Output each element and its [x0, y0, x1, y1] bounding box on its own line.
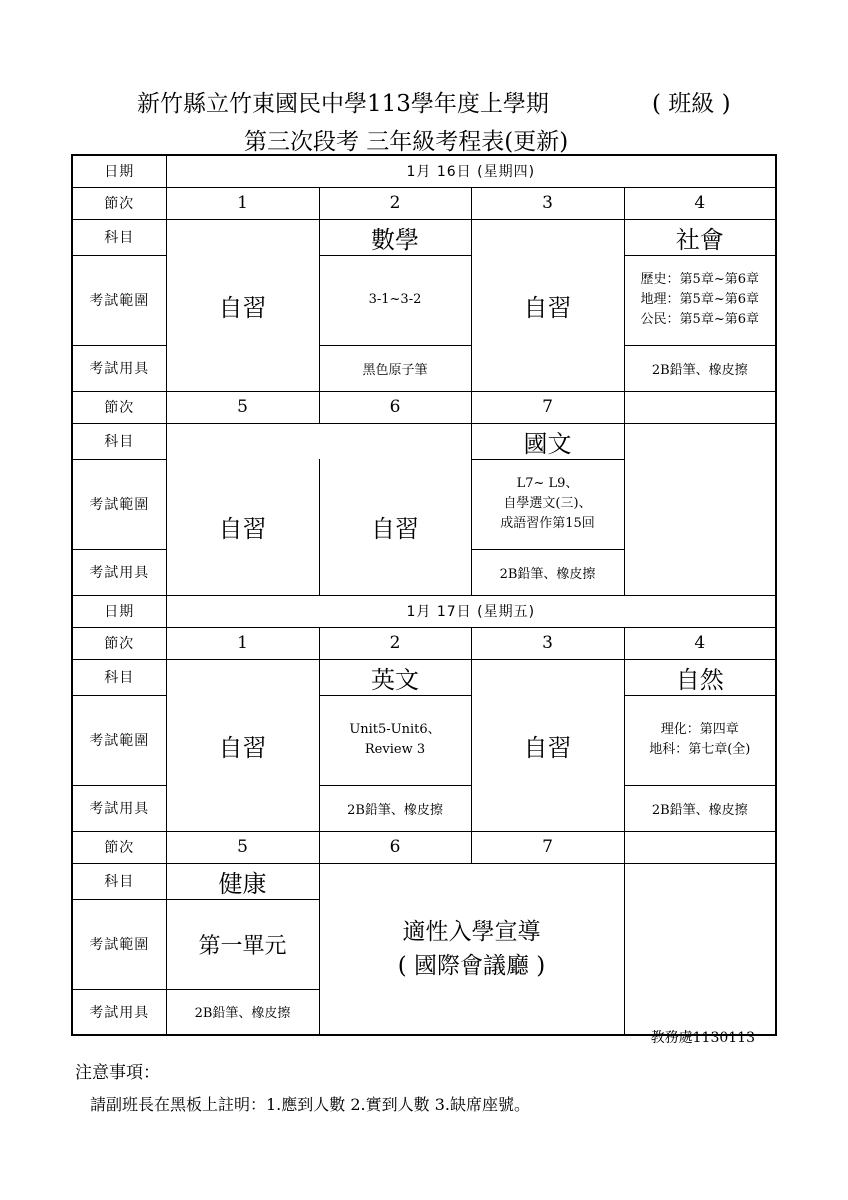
period-number: 5: [166, 831, 319, 863]
date-label: 日期: [72, 155, 166, 187]
day1-p1-self-study: 自習: [166, 219, 319, 391]
day2-p4-tools: 2B鉛筆、橡皮擦: [624, 785, 776, 831]
day1-date-row: [72, 155, 776, 187]
day1-p6-self-study: 自習: [319, 459, 471, 595]
day2-p3-self-study: 自習: [471, 659, 624, 831]
date-label: 日期: [72, 595, 166, 627]
subject-label: 科目: [72, 423, 166, 459]
day2-period-row-a: [72, 627, 776, 659]
day1-p2-range: 3-1~3-2: [319, 255, 471, 345]
day1-p4-subject: 社會: [624, 219, 776, 255]
day2-date: 1月 17日 (星期五): [166, 595, 776, 627]
day2-p2-range: [319, 695, 471, 785]
tools-label: 考試用具: [72, 785, 166, 831]
range-label: 考試範圍: [72, 695, 166, 785]
day1-p5-p6-top: [166, 423, 471, 459]
subject-label: 科目: [72, 863, 166, 899]
day2-date-row: [72, 595, 776, 627]
range-line: Unit5-Unit6、: [349, 722, 441, 737]
document-subtitle: 第三次段考 三年級考程表(更新): [244, 129, 569, 155]
class-placeholder: ( 班級 ): [652, 91, 731, 117]
range-label: 考試範圍: [72, 899, 166, 989]
period-label: 節次: [72, 831, 166, 863]
day1-period-row-a: [72, 187, 776, 219]
subject-label: 科目: [72, 219, 166, 255]
period-number: 7: [471, 831, 624, 863]
range-label: 考試範圍: [72, 255, 166, 345]
day2-period-row-b: [72, 831, 776, 863]
range-line: 地科：第七章(全): [649, 742, 751, 757]
period-number: 3: [471, 187, 624, 219]
day2-event-cell: [319, 863, 624, 1035]
document-title: 新竹縣立竹東國民中學113學年度上學期: [137, 91, 549, 117]
range-line: 地理：第5章~第6章: [640, 292, 759, 307]
day2-p4-subject: 自然: [624, 659, 776, 695]
period-label: 節次: [72, 187, 166, 219]
day2-p4-range: [624, 695, 776, 785]
period-label: 節次: [72, 627, 166, 659]
period-number: 6: [319, 391, 471, 423]
range-label: 考試範圍: [72, 459, 166, 549]
range-line: 歷史：第5章~第6章: [640, 272, 759, 287]
range-line: Review 3: [364, 742, 426, 757]
day2-empty-cell: [624, 863, 776, 1035]
tools-label: 考試用具: [72, 345, 166, 391]
period-number: [624, 831, 776, 863]
range-line: 理化：第四章: [660, 722, 739, 737]
office-stamp: 教務處1130113: [650, 1030, 755, 1046]
notes-title: 注意事項：: [75, 1063, 160, 1083]
range-line: L7~ L9、: [516, 476, 579, 491]
day1-p7-tools: 2B鉛筆、橡皮擦: [471, 549, 624, 595]
day1-p5-self-study: 自習: [166, 459, 319, 595]
day1-date: 1月 16日 (星期四): [166, 155, 776, 187]
period-number: 7: [471, 391, 624, 423]
period-number: 5: [166, 391, 319, 423]
day2-p5-subject: 健康: [166, 863, 319, 899]
period-number: 4: [624, 187, 776, 219]
event-title: 適性入學宣導: [402, 918, 541, 945]
day1-p3-self-study: 自習: [471, 219, 624, 391]
day1-p2-subject: 數學: [319, 219, 471, 255]
day1-p4-tools: 2B鉛筆、橡皮擦: [624, 345, 776, 391]
range-line: 成語習作第15回: [500, 516, 595, 531]
day2-p5-range: 第一單元: [166, 899, 319, 989]
day1-p2-tools: 黑色原子筆: [319, 345, 471, 391]
period-number: 4: [624, 627, 776, 659]
period-number: [624, 391, 776, 423]
day2-p1-self-study: 自習: [166, 659, 319, 831]
period-number: 2: [319, 187, 471, 219]
period-number: 3: [471, 627, 624, 659]
period-number: 2: [319, 627, 471, 659]
tools-label: 考試用具: [72, 549, 166, 595]
subject-label: 科目: [72, 659, 166, 695]
range-line: 自學選文(三)、: [503, 496, 592, 511]
day2-p5-tools: 2B鉛筆、橡皮擦: [166, 989, 319, 1035]
day1-p4-range: [624, 255, 776, 345]
day1-period-row-b: [72, 391, 776, 423]
day2-p2-tools: 2B鉛筆、橡皮擦: [319, 785, 471, 831]
period-number: 1: [166, 187, 319, 219]
day1-p7-subject: 國文: [471, 423, 624, 459]
day2-p2-subject: 英文: [319, 659, 471, 695]
day1-empty-cell: [624, 423, 776, 595]
notes-text: 請副班長在黑板上註明：1.應到人數 2.實到人數 3.缺席座號。: [90, 1095, 530, 1114]
period-label: 節次: [72, 391, 166, 423]
exam-schedule-table: [71, 154, 777, 1036]
range-line: 公民：第5章~第6章: [640, 312, 759, 327]
period-number: 1: [166, 627, 319, 659]
event-location: ( 國際會議廳 ): [397, 952, 546, 979]
period-number: 6: [319, 831, 471, 863]
day1-p7-range: [471, 459, 624, 549]
tools-label: 考試用具: [72, 989, 166, 1035]
